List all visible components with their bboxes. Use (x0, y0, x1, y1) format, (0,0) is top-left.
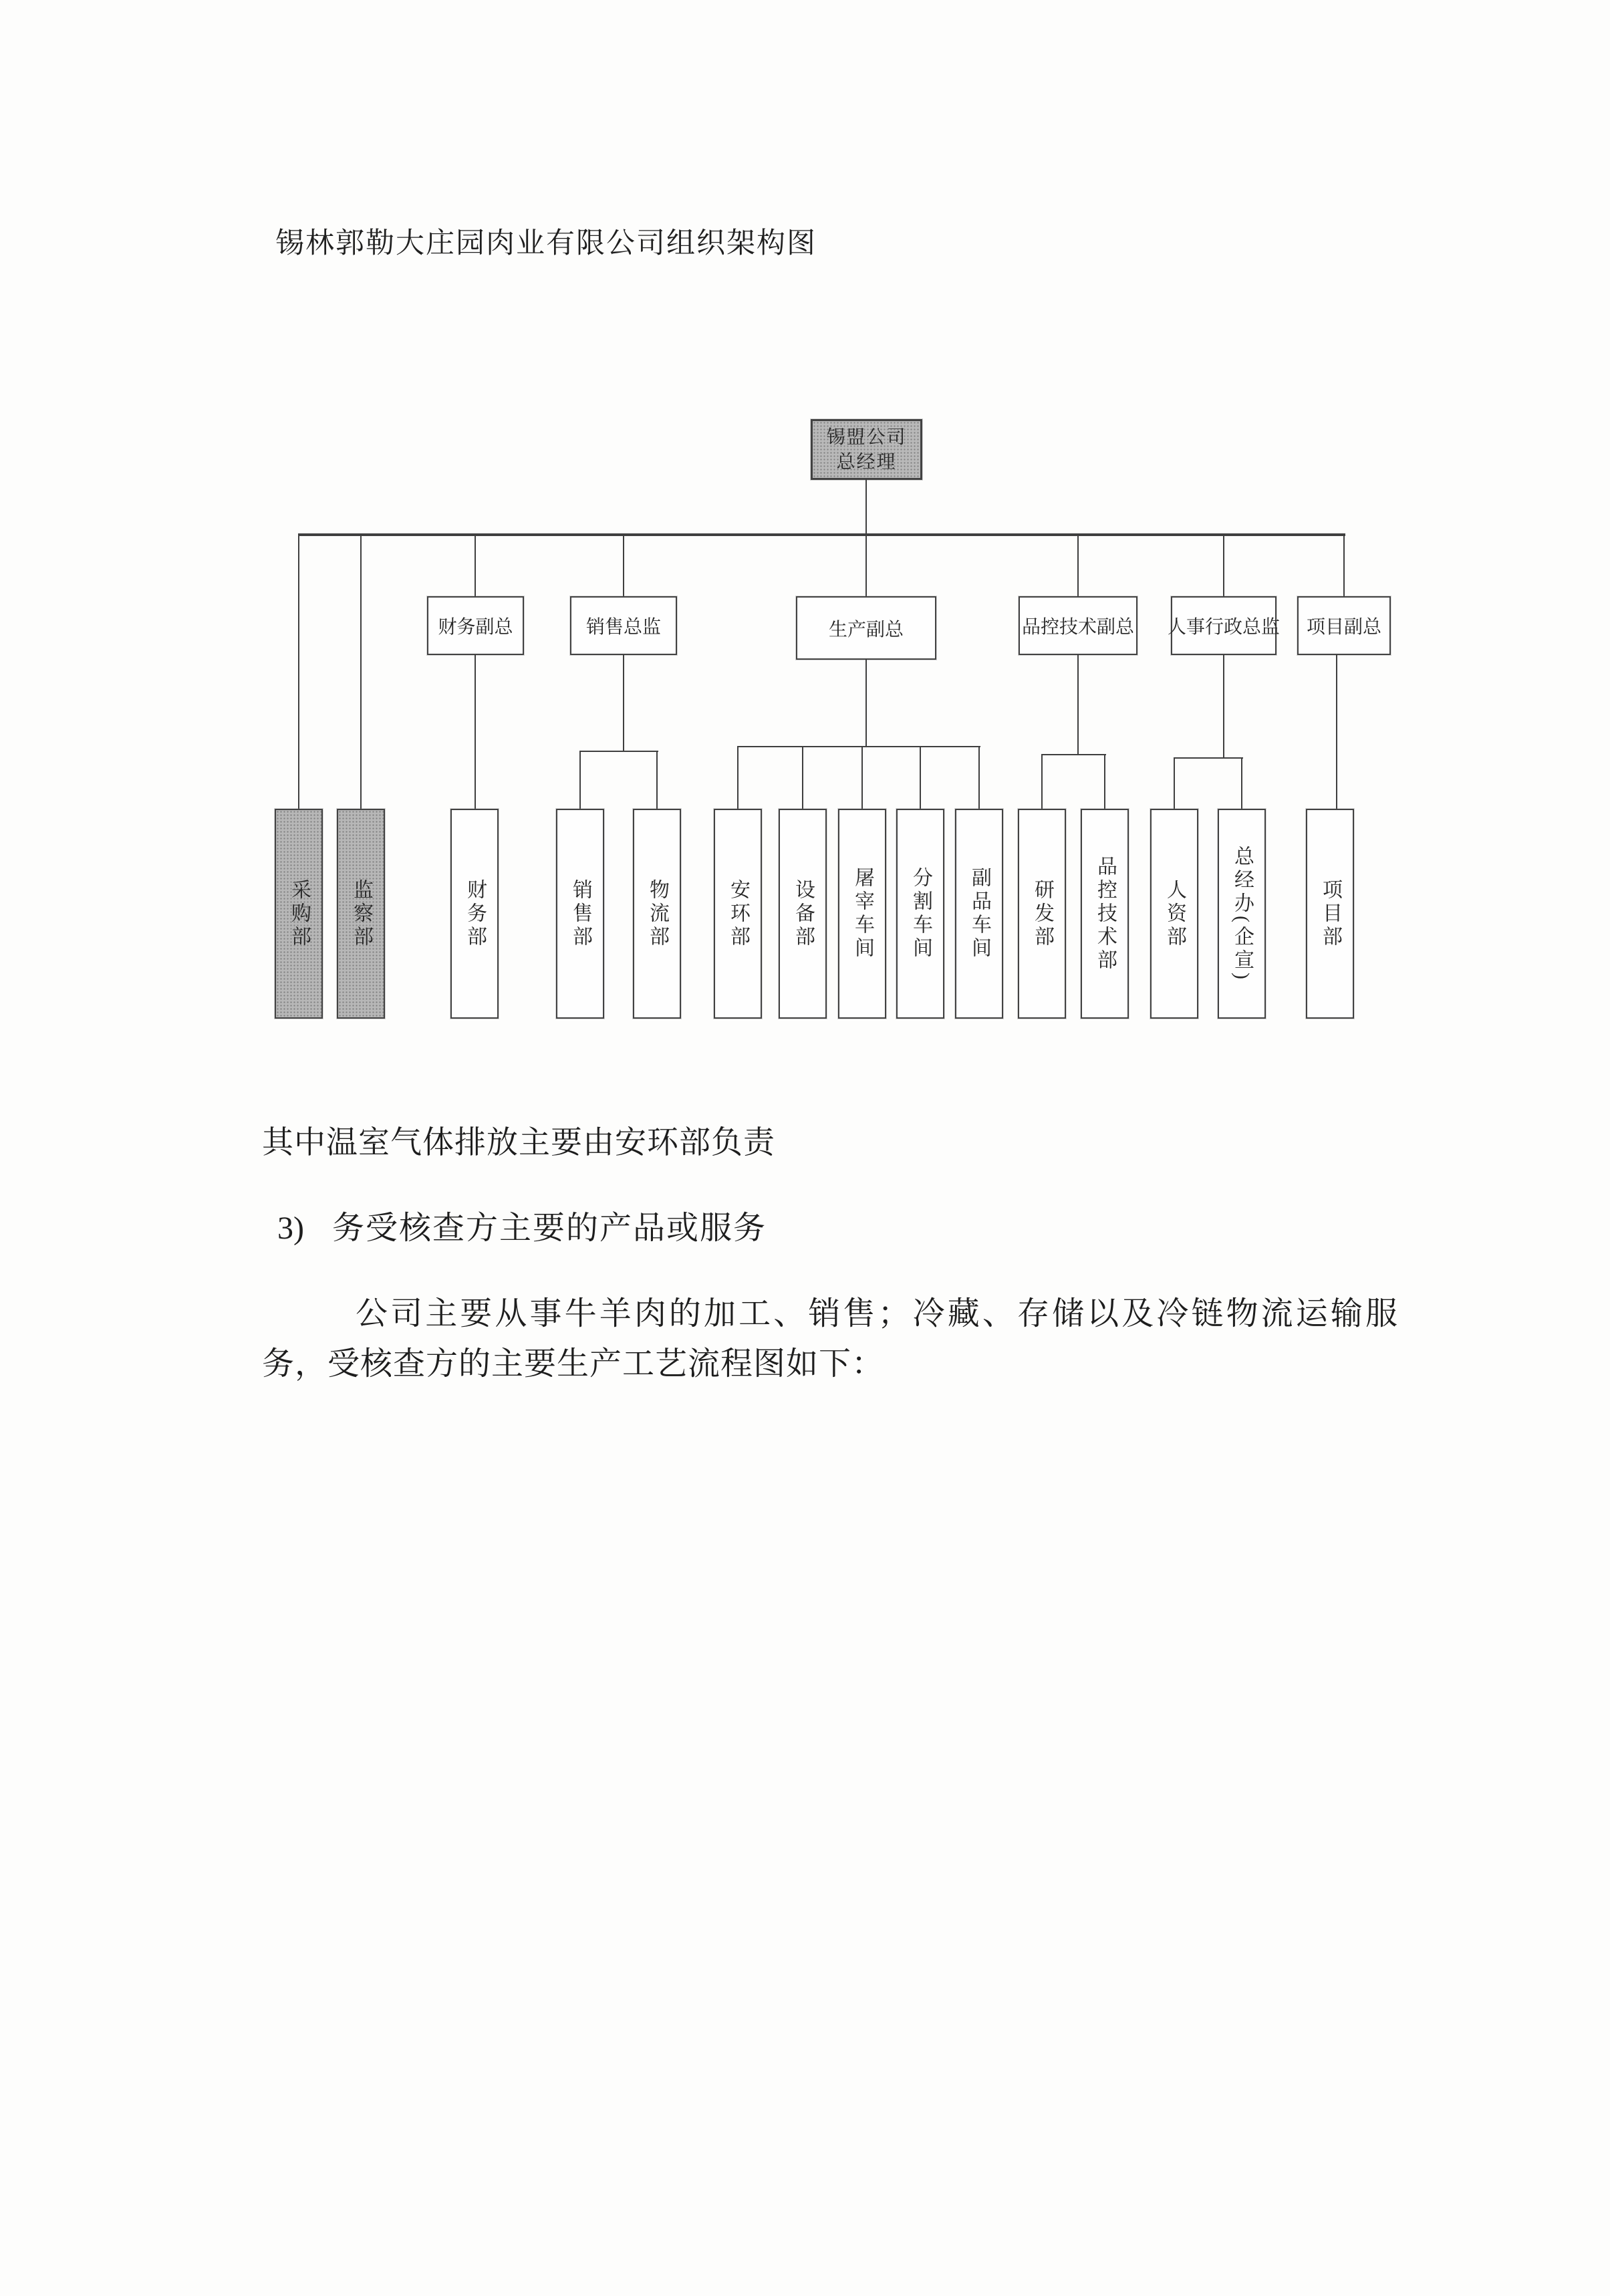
rd-dept-box (1018, 809, 1066, 1019)
connector-line (737, 746, 980, 747)
org-chart (0, 0, 1610, 1136)
finance-dept-box (450, 809, 499, 1019)
connector-line (623, 655, 624, 752)
connector-line (865, 479, 867, 535)
project-vp-box (1297, 596, 1391, 655)
project-dept-box (1306, 809, 1354, 1019)
list-item-marker: 3) (277, 1210, 304, 1246)
body-paragraph: 公司主要从事牛羊肉的加工、销售；冷藏、存储以及冷链物流运输服务，受核查方的主要生产工艺流程图如下： (262, 1296, 1398, 1382)
hr-admin-director-box (1168, 596, 1281, 655)
qc-tech-dept-box (1081, 809, 1129, 1019)
sales-dept-label: 销售部 (569, 878, 591, 949)
connector-line (1336, 655, 1337, 810)
production-vp-label: 生产副总 (828, 619, 904, 640)
byproduct-workshop-label: 副品车间 (968, 867, 990, 961)
connector-line (1041, 754, 1043, 810)
project-vp-label: 项目副总 (1306, 617, 1381, 638)
connector-line (360, 535, 362, 810)
connector-line (737, 746, 739, 810)
logistics-dept-label: 物流部 (646, 878, 668, 949)
production-vp-box (796, 596, 936, 660)
qc-tech-vp-box (1019, 596, 1137, 655)
finance-dept-label: 财务部 (464, 878, 486, 949)
connector-line (1174, 757, 1243, 759)
connector-line (1241, 757, 1242, 810)
cutting-workshop-label: 分割车间 (910, 867, 932, 961)
list-item-3 (277, 1202, 767, 1248)
project-dept-label: 项目部 (1319, 878, 1341, 949)
chart-note: 其中温室气体排放主要由安环部负责 (262, 1126, 775, 1160)
sales-dept-box (556, 809, 604, 1019)
connector-line (579, 751, 581, 810)
hr-dept-label: 人资部 (1164, 878, 1186, 949)
byproduct-workshop-box (955, 809, 1003, 1019)
procurement-dept-label: 采购部 (288, 878, 310, 949)
connector-line (579, 751, 658, 752)
supervision-dept-box (337, 809, 385, 1019)
gm-office-label: 总经办(企宣) (1231, 845, 1253, 983)
gm-root-box (811, 419, 922, 480)
hr-admin-director-label: 人事行政总监 (1168, 617, 1281, 638)
hr-dept-box (1150, 809, 1198, 1019)
supervision-dept-label: 监察部 (350, 878, 372, 949)
slaughter-workshop-label: 屠宰车间 (851, 867, 874, 961)
slaughter-workshop-box (838, 809, 886, 1019)
logistics-dept-box (633, 809, 681, 1019)
connector-line (1104, 754, 1105, 810)
connector-line (861, 746, 863, 810)
finance-vp-box (427, 596, 524, 655)
rd-dept-label: 研发部 (1031, 878, 1053, 949)
connector-line (1223, 655, 1224, 759)
connector-line (1041, 754, 1106, 755)
connector-line (1077, 535, 1079, 597)
sales-director-label: 销售总监 (585, 617, 661, 638)
procurement-dept-box (275, 809, 323, 1019)
safety-env-dept-label: 安环部 (727, 878, 749, 949)
connector-line (920, 746, 921, 810)
cutting-workshop-box (896, 809, 944, 1019)
gm-root-label-line2: 总经理 (836, 451, 897, 473)
connector-line (298, 535, 299, 810)
gm-root-label-line1: 锡盟公司 (826, 426, 907, 448)
equipment-dept-box (779, 809, 827, 1019)
connector-line (802, 746, 803, 810)
qc-tech-dept-label: 品控技术部 (1094, 855, 1116, 973)
connector-line (623, 535, 624, 597)
gm-office-box (1218, 809, 1266, 1019)
equipment-dept-label: 设备部 (792, 878, 814, 949)
connector-line (978, 746, 980, 810)
connector-line (656, 751, 658, 810)
sales-director-box (570, 596, 677, 655)
list-item-text: 务受核查方主要的产品或服务 (331, 1210, 767, 1246)
qc-tech-vp-label: 品控技术副总 (1021, 617, 1134, 638)
connector-line (298, 533, 1345, 536)
connector-line (1077, 655, 1079, 755)
finance-vp-label: 财务副总 (438, 617, 513, 638)
connector-line (475, 535, 476, 597)
connector-line (1223, 535, 1224, 597)
connector-line (865, 658, 867, 747)
connector-line (475, 655, 476, 810)
connector-line (1174, 757, 1175, 810)
connector-line (1343, 535, 1345, 597)
connector-line (865, 535, 867, 597)
safety-env-dept-box (714, 809, 762, 1019)
page-title: 锡林郭勒大庄园肉业有限公司组织架构图 (275, 228, 817, 259)
